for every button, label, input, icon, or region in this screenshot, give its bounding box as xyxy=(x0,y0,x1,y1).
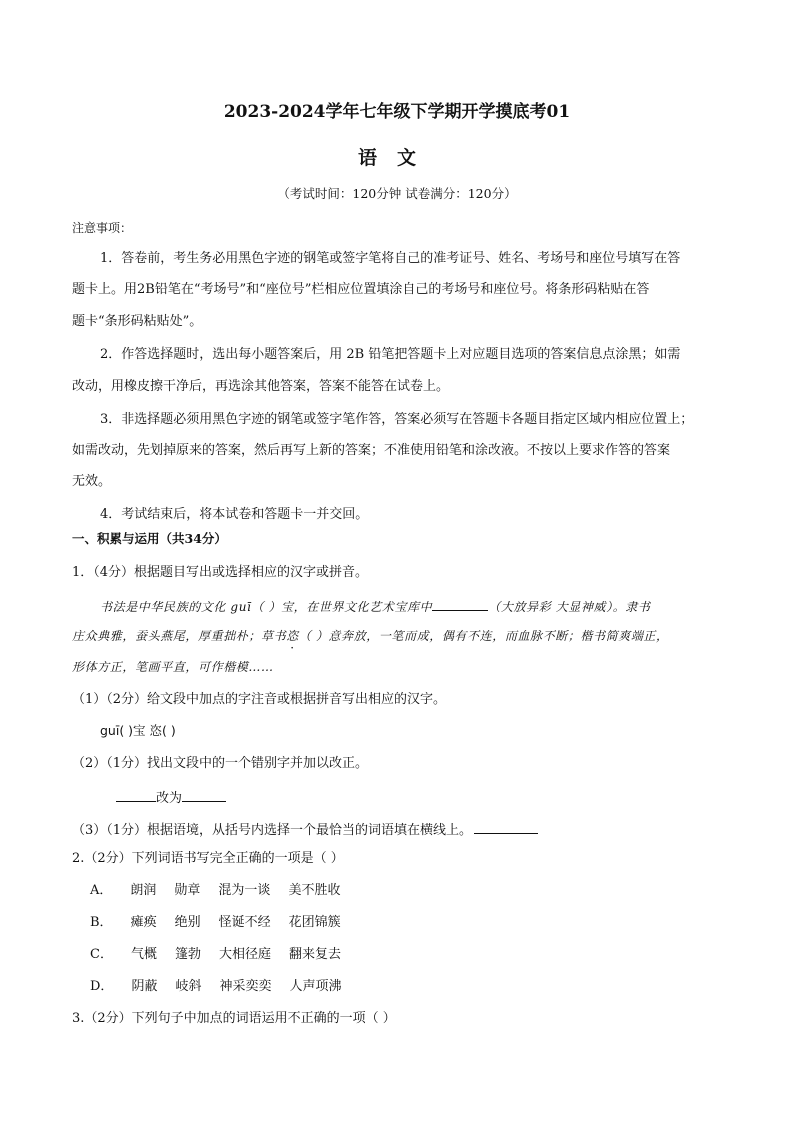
notes-heading: 注意事项： xyxy=(72,221,133,235)
q2-option-b-label: B． xyxy=(90,915,113,930)
q2-option-b[interactable] xyxy=(90,916,359,929)
q2-option-a-word-1: 朗润 xyxy=(130,883,157,898)
note-2-line-2: 改动，用橡皮擦干净后，再选涂其他答案，答案不能答在试卷上。 xyxy=(72,379,450,394)
q2-option-c-label: C． xyxy=(90,947,113,962)
q1-sub-2: （2）（1分）找出文段中的一个错别字并加以改正。 xyxy=(72,756,369,771)
q2-option-b-word-1: 瘫痪 xyxy=(130,915,157,930)
exam-title: 2023-2024学年七年级下学期开学摸底考01 xyxy=(223,102,571,122)
q2-option-a-word-4: 美不胜收 xyxy=(288,883,341,898)
q1-sub-2-blank-right[interactable] xyxy=(182,789,226,802)
q2-option-c-word-3: 大相径庭 xyxy=(218,947,271,962)
q1-sub-1-answer: guī( )宝 恣( ) xyxy=(100,723,176,738)
q2-option-b-word-4: 花团锦簇 xyxy=(288,915,341,930)
q2-option-a[interactable] xyxy=(90,884,358,897)
q1-sub-3-blank[interactable] xyxy=(474,821,538,834)
q2-option-b-word-2: 绝别 xyxy=(174,915,201,930)
q1-passage-line-2 xyxy=(72,630,669,642)
note-3-line-2: 如需改动，先划掉原来的答案，然后再写上新的答案；不准使用铅笔和涂改液。不按以上要求作答的答案 xyxy=(72,443,671,458)
q2-option-a-label: A． xyxy=(90,883,113,898)
section-1-heading: 一、积累与运用（共34分） xyxy=(72,531,227,546)
q2-option-c-word-1: 气概 xyxy=(130,947,157,962)
q2-option-b-word-3: 怪诞不经 xyxy=(218,915,271,930)
q2-option-c-word-4: 翻来复去 xyxy=(289,947,342,962)
q1-passage-line-1-b: （大放异彩 大显神威）。隶书 xyxy=(488,600,651,614)
exam-meta: （考试时间：120分钟 试卷满分：120分） xyxy=(277,186,517,201)
note-3-line-3: 无效。 xyxy=(72,474,112,489)
q2-option-d-word-2: 岐斜 xyxy=(175,979,202,994)
q2-option-d[interactable] xyxy=(90,980,360,993)
q2-option-c-word-2: 篷勃 xyxy=(174,947,201,962)
q2-option-d-word-1: 阴蔽 xyxy=(131,979,158,994)
q2-option-d-label: D． xyxy=(90,979,114,994)
q2-option-a-word-2: 勋章 xyxy=(174,883,201,898)
subject-title: 语文 xyxy=(357,147,436,169)
note-2-line-1: 2．作答选择题时，选出每小题答案后，用 2B 铅笔把答题卡上对应题目选项的答案信息点涂黑；如需 xyxy=(100,347,681,362)
q1-passage-line-3: 形体方正，笔画平直，可作楷模…… xyxy=(72,660,274,674)
q2-option-a-word-3: 混为一谈 xyxy=(218,883,271,898)
q1-passage-line-2-b: （ ）意奔放，一笔而成，偶有不连，而血脉不断；楷书简爽端正， xyxy=(298,629,669,643)
q1-passage-line-1 xyxy=(100,598,651,613)
q1-sub-2-change-label: 改为 xyxy=(156,791,183,806)
question-2-stem: 2.（2分）下列词语书写完全正确的一项是（ ） xyxy=(72,851,344,866)
q1-passage-line-2-a: 庄众典雅，蚕头燕尾，厚重拙朴；草书 xyxy=(72,629,287,643)
note-1-line-2: 题卡上。用2B铅笔在“考场号”和“座位号”栏相应位置填涂自己的考场号和座位号。将条形码粘贴在答 xyxy=(72,282,650,297)
q1-sub-3 xyxy=(72,821,538,837)
q1-sub-2-answer xyxy=(116,789,226,805)
q1-sub-2-blank-wrong[interactable] xyxy=(116,789,156,802)
note-1-line-3: 题卡“条形码粘贴处”。 xyxy=(72,314,203,329)
note-4-line-1: 4．考试结束后，将本试卷和答题卡一并交回。 xyxy=(100,507,369,522)
q2-option-d-word-3: 神采奕奕 xyxy=(219,979,272,994)
q2-option-d-word-4: 人声项沸 xyxy=(289,979,342,994)
note-1-line-1: 1．答卷前，考生务必用黑色字迹的钢笔或签字笔将自己的准考证号、姓名、考场号和座位号填写在答 xyxy=(100,251,681,266)
q1-dotted-char: 恣 xyxy=(286,629,299,643)
q2-option-c[interactable] xyxy=(90,948,359,961)
note-3-line-1: 3．非选择题必须用黑色字迹的钢笔或签字笔作答，答案必须写在答题卡各题目指定区域内相应位置上； xyxy=(100,412,694,427)
question-3-stem: 3.（2分）下列句子中加点的词语运用不正确的一项（ ） xyxy=(72,1011,396,1026)
q1-sub-1: （1）（2分）给文段中加点的字注音或根据拼音写出相应的汉字。 xyxy=(72,692,447,707)
q1-sub-3-text: （3）（1分）根据语境，从括号内选择一个最恰当的词语填在横线上。 xyxy=(72,823,473,838)
question-1-stem: 1．（4分）根据题目写出或选择相应的汉字或拼音。 xyxy=(72,565,369,580)
q1-passage-blank[interactable] xyxy=(432,598,488,611)
q1-passage-line-1-a: 书法是中华民族的文化 guī（ ）宝，在世界文化艺术宝库中 xyxy=(100,600,433,614)
